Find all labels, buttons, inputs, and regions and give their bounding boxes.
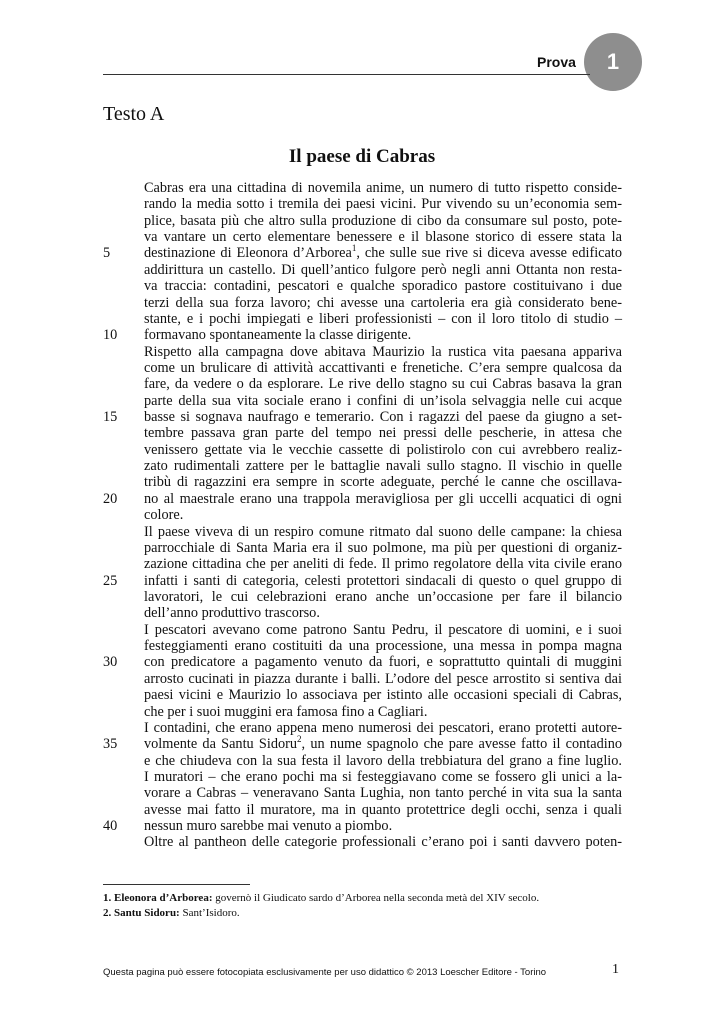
line-number xyxy=(103,524,133,540)
text-line xyxy=(144,409,622,425)
line-number: 25 xyxy=(103,572,118,589)
line-number xyxy=(103,720,133,736)
text-line-content: no al maestrale erano una trappola meravigliosa per gli uccelli acquatici di ogni xyxy=(144,490,622,507)
text-line xyxy=(144,638,622,654)
text-line-content: venissero gettate via le vecchie cassette di polistirolo con cui avrebbero realiz- xyxy=(144,441,622,458)
line-number xyxy=(103,638,133,654)
text-line xyxy=(144,180,622,196)
line-number xyxy=(103,622,133,638)
text-line-content: tribù di ragazzini era sempre in scorte adeguate, perché le canne che oscillava- xyxy=(144,474,622,491)
text-line xyxy=(144,229,622,245)
line-number xyxy=(103,311,133,327)
section-label: Testo A xyxy=(103,103,165,125)
text-line-content: zazione cittadina che per aneliti di fede. Il primo regolatore della vita civile erano xyxy=(144,556,622,573)
text-line xyxy=(144,474,622,490)
text-line-content: Cabras era una cittadina di novemila anime, un numero di tutto rispetto conside- xyxy=(144,180,622,196)
text-line-content: Oltre al pantheon delle categorie professionali c’erano poi i santi davvero poten- xyxy=(144,834,622,851)
document-title: Il paese di Cabras xyxy=(288,146,436,167)
line-number xyxy=(103,196,133,212)
footnotes xyxy=(103,891,539,921)
footnote-reference: 1 xyxy=(351,243,357,254)
text-line-content: va vantare un certo elementare benessere e il blasone storico di essere stata la xyxy=(144,229,622,246)
line-number: 20 xyxy=(103,490,118,507)
text-line xyxy=(144,245,622,261)
line-number xyxy=(103,458,133,474)
text-line-content: infatti i santi di categoria, celesti protettori sindacali di questo o quel gruppo di xyxy=(144,572,622,589)
text-line-content: parrocchiale di Santa Maria era il suo polmone, ma più per questioni di organiz- xyxy=(144,539,622,556)
test-number-badge: 1 xyxy=(584,33,642,91)
text-line-content: I contadini, che erano appena meno numerosi dei pescatori, erano protetti autore- xyxy=(144,719,622,736)
text-line-content: vorare a Cabras – veneravano Santa Lughia, non tanto perché in vita sua la santa xyxy=(144,785,622,802)
text-line xyxy=(144,802,622,818)
text-line-content: tembre passava gran parte del tempo nei pressi delle pescherie, in attesa che xyxy=(144,425,622,442)
text-line xyxy=(144,720,622,736)
text-line xyxy=(144,311,622,327)
text-line-content: paesi vicini e Maurizio lo associava per istinto alle occasioni speciali di Cabras, xyxy=(144,687,622,704)
footnote-term: Eleonora d’Arborea: xyxy=(114,892,213,904)
line-number xyxy=(103,393,133,409)
text-line xyxy=(144,736,622,752)
line-number xyxy=(103,802,133,818)
text-line-content: nessun muro sarebbe mai venuto a piombo. xyxy=(144,818,393,835)
line-number xyxy=(103,474,133,490)
line-number: 10 xyxy=(103,327,118,344)
line-number-column xyxy=(103,180,133,851)
line-number xyxy=(103,344,133,360)
test-label: Prova xyxy=(537,54,576,70)
text-line xyxy=(144,589,622,605)
text-line xyxy=(144,491,622,507)
text-line-continuation: , che sulle sue rive si diceva avesse edificato xyxy=(356,245,622,262)
footnote-reference: 2 xyxy=(297,734,302,745)
footnote xyxy=(103,891,539,906)
text-line-content: I muratori – che erano pochi ma si festeggiavano come se fossero gli unici a la- xyxy=(144,768,622,785)
line-number xyxy=(103,687,133,703)
line-number xyxy=(103,229,133,245)
text-line-content: Il paese viveva di un respiro comune ritmato dal suono delle campane: la chiesa xyxy=(144,523,622,540)
line-number: 15 xyxy=(103,409,118,426)
line-number xyxy=(103,180,133,196)
footnote-text: governò il Giudicato sardo d’Arborea nella seconda metà del XIV secolo. xyxy=(212,892,540,904)
text-line xyxy=(144,458,622,474)
page-number: 1 xyxy=(612,962,619,977)
line-number xyxy=(103,507,133,523)
text-line xyxy=(144,622,622,638)
text-line xyxy=(144,327,622,343)
line-number xyxy=(103,442,133,458)
line-number xyxy=(103,704,133,720)
line-number: 40 xyxy=(103,818,118,835)
text-line xyxy=(144,540,622,556)
line-number xyxy=(103,262,133,278)
text-line-content: rando la media sotto i tremila dei paesi vicini. Pur vivendo su un’economia sem- xyxy=(144,196,622,213)
line-number xyxy=(103,556,133,572)
line-number xyxy=(103,769,133,785)
footnote-number: 1. xyxy=(103,892,112,904)
text-line xyxy=(144,262,622,278)
line-number xyxy=(103,295,133,311)
text-line xyxy=(144,393,622,409)
line-number xyxy=(103,605,133,621)
line-number xyxy=(103,753,133,769)
text-line-content: I pescatori avevano come patrono Santu Pedru, il pescatore di uomini, e i suoi xyxy=(144,621,622,638)
line-number xyxy=(103,376,133,392)
line-number xyxy=(103,834,133,850)
footnote-number: 2. xyxy=(103,907,112,919)
text-line xyxy=(144,818,622,834)
copyright-footer: Questa pagina può essere fotocopiata esclusivamente per uso didattico © 2013 Loescher Editore - Torino xyxy=(103,967,547,978)
text-line xyxy=(144,196,622,212)
footnote-text: Sant’Isidoro. xyxy=(179,907,240,919)
text-line-content: basse si sognava naufrago e temerario. Con i ragazzi del paese da giugno a set- xyxy=(144,409,622,426)
text-line-content: va traccia: contadini, pescatori e qualche sporadico pastore costituivano i due xyxy=(144,278,622,295)
line-number: 30 xyxy=(103,654,118,671)
main-text xyxy=(144,180,622,851)
text-line xyxy=(144,671,622,687)
text-line xyxy=(144,687,622,703)
text-line-content: con predicatore a pagamento venuto da fuori, e soprattutto quintali di muggini xyxy=(144,654,622,671)
text-line-content: addirittura un castello. Di quell’antico fulgore però negli anni Ottanta non resta- xyxy=(144,261,622,278)
line-number xyxy=(103,278,133,294)
line-number xyxy=(103,589,133,605)
line-number xyxy=(103,671,133,687)
text-line-content: dell’anno produttivo trascorso. xyxy=(144,605,320,622)
text-line-content: terzi della sua forza lavoro; chi avesse una cartoleria era già considerato bene- xyxy=(144,294,622,311)
text-line xyxy=(144,769,622,785)
footnote xyxy=(103,906,539,921)
text-line xyxy=(144,556,622,572)
text-line-content: festeggiamenti erano costituiti da una processione, una messa in pompa magna xyxy=(144,638,622,655)
text-line-content: e che chiudeva con la sua festa il lavoro della trebbiatura del grano a fine luglio. xyxy=(144,752,622,769)
text-line xyxy=(144,507,622,523)
text-line xyxy=(144,654,622,670)
text-line-content: che per i suoi muggini era famosa fino a Cagliari. xyxy=(144,703,428,720)
text-line-content: lavoratori, le cui celebrazioni erano anche un’occasione per fare il bilancio xyxy=(144,588,622,605)
text-line-content: fare, da vedere o da esplorare. Le rive dello stagno su cui Cabras basava la gran xyxy=(144,376,622,393)
text-line-content: formavano spontaneamente la classe dirigente. xyxy=(144,327,412,344)
text-line-continuation: , un nume spagnolo che pare avesse fatto il contadino xyxy=(301,736,623,753)
text-line xyxy=(144,753,622,769)
text-line xyxy=(144,425,622,441)
line-number xyxy=(103,425,133,441)
text-line xyxy=(144,360,622,376)
text-line-content: stante, e i pochi impiegati e liberi professionisti – con il loro titolo di studio – xyxy=(144,310,622,327)
header-rule xyxy=(103,74,590,75)
line-number: 35 xyxy=(103,736,118,753)
text-line-content: come un brulicare di attività accattivanti e frenetiche. C’era sempre qualcosa da xyxy=(144,359,622,376)
text-line xyxy=(144,704,622,720)
text-line-content: parte della sua vita sociale erano i confini di un’isola selvaggia nelle cui acque xyxy=(144,392,622,409)
text-line xyxy=(144,605,622,621)
line-number xyxy=(103,360,133,376)
line-number xyxy=(103,540,133,556)
text-line-content: volmente da Santu Sidoru xyxy=(144,736,298,753)
text-line-content: colore. xyxy=(144,507,184,524)
text-line xyxy=(144,376,622,392)
text-line xyxy=(144,573,622,589)
text-line xyxy=(144,785,622,801)
text-line xyxy=(144,524,622,540)
text-line xyxy=(144,295,622,311)
footnote-rule xyxy=(103,884,250,885)
text-line xyxy=(144,278,622,294)
text-line xyxy=(144,834,622,850)
line-number xyxy=(103,785,133,801)
text-line xyxy=(144,213,622,229)
text-line-content: Rispetto alla campagna dove abitava Maurizio la rustica vita paesana appariva xyxy=(144,343,622,360)
text-line-content: avesse mai fatto il muratore, ma in quanto protettrice degli occhi, senza i quali xyxy=(144,801,622,818)
line-number: 5 xyxy=(103,245,111,262)
text-line-content: plice, basata più che altro sulla produzione di cibo da consumare sul posto, pote- xyxy=(144,212,622,229)
text-line-content: zato rudimentali zattere per le battaglie navali sullo stagno. Il vischio in quelle xyxy=(144,458,622,475)
text-line-content: destinazione di Eleonora d’Arborea xyxy=(144,245,352,262)
footnote-term: Santu Sidoru: xyxy=(114,907,180,919)
line-number xyxy=(103,213,133,229)
text-line xyxy=(144,344,622,360)
text-line xyxy=(144,442,622,458)
text-line-content: arrosto cucinati in piazza durante i balli. L’odore del pesce arrostito si sentiva dai xyxy=(144,670,622,687)
